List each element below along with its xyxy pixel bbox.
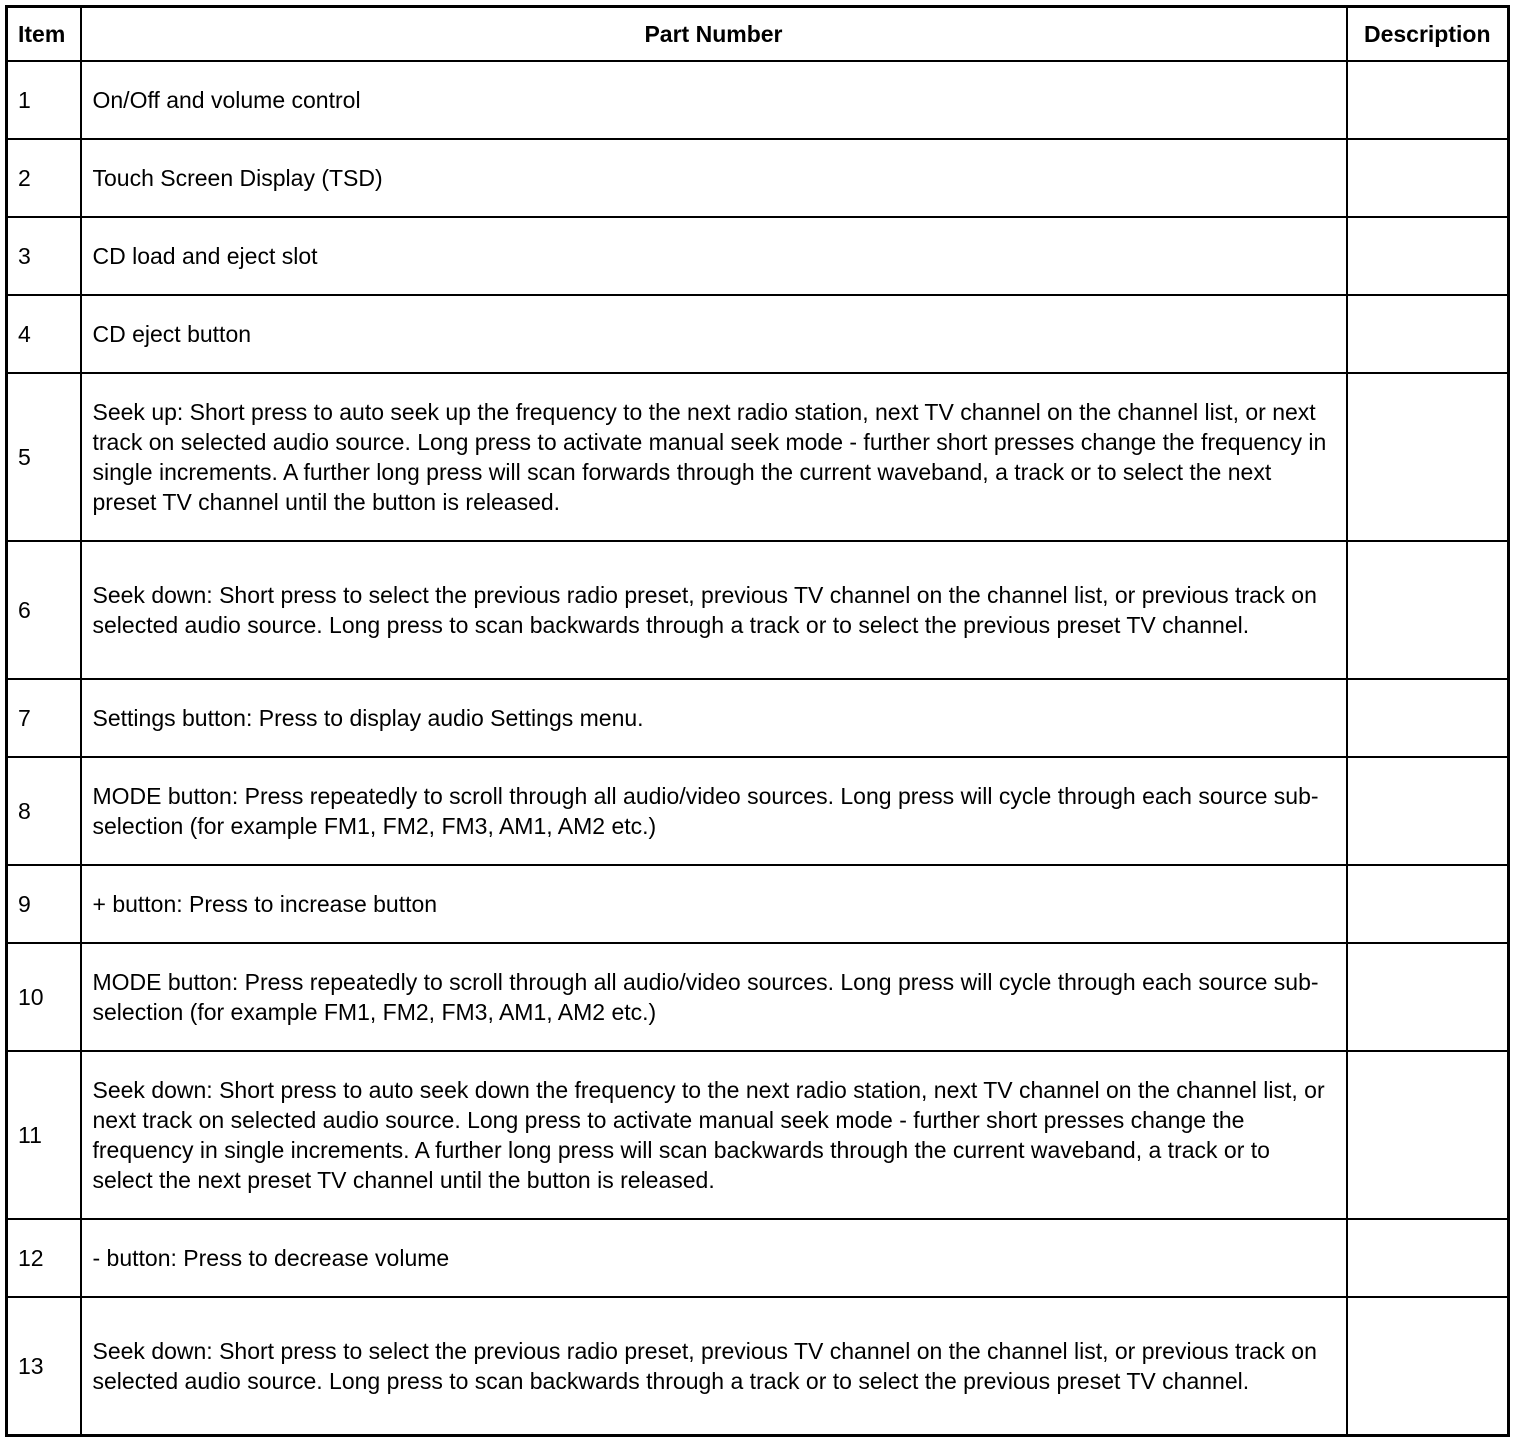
part-number-text: On/Off and volume control	[81, 61, 1347, 139]
table-row	[7, 1297, 1509, 1436]
table-row	[7, 541, 1509, 679]
item-number: 2	[7, 139, 81, 217]
table-row	[7, 217, 1509, 295]
header-description: Description	[1347, 7, 1509, 62]
description-cell	[1347, 943, 1509, 1051]
description-cell	[1347, 1051, 1509, 1219]
table-row	[7, 373, 1509, 541]
table-row	[7, 865, 1509, 943]
part-number-text: - button: Press to decrease volume	[81, 1219, 1347, 1297]
description-cell	[1347, 757, 1509, 865]
part-number-text: + button: Press to increase button	[81, 865, 1347, 943]
header-part-number: Part Number	[81, 7, 1347, 62]
item-number: 5	[7, 373, 81, 541]
table-row	[7, 757, 1509, 865]
table-header-row	[7, 7, 1509, 62]
part-number-text: Settings button: Press to display audio Settings menu.	[81, 679, 1347, 757]
table-row	[7, 1051, 1509, 1219]
description-cell	[1347, 373, 1509, 541]
header-item: Item	[7, 7, 81, 62]
part-number-text: CD eject button	[81, 295, 1347, 373]
item-number: 1	[7, 61, 81, 139]
table-row	[7, 61, 1509, 139]
description-cell	[1347, 679, 1509, 757]
description-cell	[1347, 61, 1509, 139]
part-number-text: Seek down: Short press to select the previous radio preset, previous TV channel on the channel list, or previous track on selected audio source. Long press to scan backwards through a track or to select the previous preset TV channel.	[81, 541, 1347, 679]
table-row	[7, 1219, 1509, 1297]
description-cell	[1347, 139, 1509, 217]
part-number-text: Seek down: Short press to select the previous radio preset, previous TV channel on the channel list, or previous track on selected audio source. Long press to scan backwards through a track or to select the previous preset TV channel.	[81, 1297, 1347, 1436]
item-number: 13	[7, 1297, 81, 1436]
description-cell	[1347, 217, 1509, 295]
parts-table	[5, 5, 1510, 1437]
item-number: 9	[7, 865, 81, 943]
part-number-text: MODE button: Press repeatedly to scroll through all audio/video sources. Long press will cycle through each source sub-selection (for example FM1, FM2, FM3, AM1, AM2 etc.)	[81, 943, 1347, 1051]
description-cell	[1347, 865, 1509, 943]
table-row	[7, 139, 1509, 217]
table-row	[7, 943, 1509, 1051]
part-number-text: MODE button: Press repeatedly to scroll through all audio/video sources. Long press will cycle through each source sub-selection (for example FM1, FM2, FM3, AM1, AM2 etc.)	[81, 757, 1347, 865]
part-number-text: Touch Screen Display (TSD)	[81, 139, 1347, 217]
description-cell	[1347, 295, 1509, 373]
description-cell	[1347, 541, 1509, 679]
item-number: 7	[7, 679, 81, 757]
item-number: 10	[7, 943, 81, 1051]
item-number: 8	[7, 757, 81, 865]
description-cell	[1347, 1219, 1509, 1297]
part-number-text: CD load and eject slot	[81, 217, 1347, 295]
item-number: 6	[7, 541, 81, 679]
table-row	[7, 679, 1509, 757]
part-number-text: Seek down: Short press to auto seek down the frequency to the next radio station, next TV channel on the channel list, or next track on selected audio source. Long press to activate manual seek mode - further short presses change the frequency in single increments. A further long press will scan backwards through the current waveband, a track or to select the next preset TV channel until the button is released.	[81, 1051, 1347, 1219]
item-number: 11	[7, 1051, 81, 1219]
item-number: 12	[7, 1219, 81, 1297]
part-number-text: Seek up: Short press to auto seek up the frequency to the next radio station, next TV channel on the channel list, or next track on selected audio source. Long press to activate manual seek mode - further short presses change the frequency in single increments. A further long press will scan forwards through the current waveband, a track or to select the next preset TV channel until the button is released.	[81, 373, 1347, 541]
table-row	[7, 295, 1509, 373]
item-number: 4	[7, 295, 81, 373]
item-number: 3	[7, 217, 81, 295]
description-cell	[1347, 1297, 1509, 1436]
